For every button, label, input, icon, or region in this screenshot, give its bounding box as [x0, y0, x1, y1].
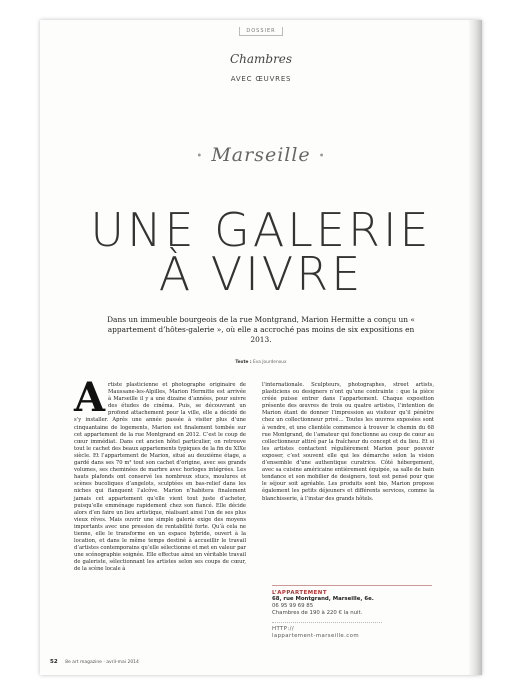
city-heading: [40, 144, 482, 166]
phone-line: 06 95 99 69 85: [272, 603, 314, 610]
url-prefix: HTTP://: [272, 625, 295, 632]
address-line: 68, rue Montgrand, Marseille, 6e.: [272, 596, 374, 602]
magazine-name: 8e art magazine · avril-mai 2014: [65, 660, 139, 665]
rubric-heading: [40, 52, 482, 85]
magazine-page: [40, 20, 482, 675]
page-number: 52: [50, 659, 58, 665]
rubric-script: Chambres: [229, 52, 293, 66]
headline-line-2: À VIVRE: [158, 247, 364, 301]
rubric-caps: AVEC ŒUVRES: [230, 75, 292, 83]
credit-label: Texte :: [235, 360, 252, 365]
page-spine-shadow: [468, 20, 482, 675]
article-column-1: [74, 374, 246, 574]
city-label: Marseille: [211, 144, 311, 166]
article-headline: [40, 203, 482, 301]
address-box-divider: [272, 622, 382, 623]
website-link[interactable]: lappartement-marseille.com: [272, 632, 359, 639]
address-box: [272, 585, 432, 640]
column-1-text: rtiste plasticienne et photographe originaire de Maussane-les-Alpilles, Marion Hermitte est arrivée à Marseille il y a une dizaine d’années, pour suivre des études de cinéma. Puis, se découvrant un profond attachement pour la ville, elle a décidé de s’y installer. Après une année passée à visiter plus d’une cinquantaine de logements, Marion est finalement tombée sur cet appartement de la rue Montgrand en 2012. C’est le coup de cœur immédiat. Dans cet ancien hôtel particulier, on retrouve tout le cachet des beaux appartements typiques de la fin du XIXe siècle. Et l’appartement de Marion, situé au deuxième étage, a gardé dans ses 70 m² tout son cachet d’origine, avec ses grands volumes, ses cheminées de marbre avec horloges intégrées. Les hauts plafonds ont conservé les nombreux stucs, moulures et scènes bucoliques d’angelots, sculptées en bas-relief dans les niches qui flanquent l’alcôve. Marion n’habitera finalement jamais cet appartement qu’elle vient tout juste d’acheter, puisqu’elle emménage rapidement chez son fiancé. Elle décide alors d’en faire un lieu artistique, réalisant ainsi l’un de ses plus vieux rêves. Mais ouvrir une simple galerie exige des moyens importants avec une pression de rentabilité forte. Qu’à cela ne tienne, elle le transforme en un espace hybride, ouvert à la location, et dans le même temps destiné à accueillir le travail d’artistes contemporains qu’elle sélectionne et met en valeur par une scénographie soignée. Elle effectue ainsi un véritable travail de galeriste, sélectionnant les artistes selon ses coups de cœur, de la scène locale à: [74, 382, 246, 573]
price-line: Chambres de 190 à 220 € la nuit.: [272, 610, 363, 617]
ornament-dot-right: •: [318, 150, 326, 162]
article-column-2: [262, 382, 434, 574]
credit-author: Eva Jourdenoux: [253, 360, 287, 365]
drop-cap: A: [74, 374, 106, 421]
ornament-dot-left: •: [196, 150, 204, 162]
article-standfirst: Dans un immeuble bourgeois de la rue Montgrand, Marion Hermitte a conçu un « appartement d’hôtes-galerie », où elle a accroché pas moins de six expositions en 2013.: [107, 315, 415, 345]
article-body: [74, 374, 434, 574]
column-2-text: l’internationale. Sculpteurs, photographes, street artists, plasticiens ou designers n’ont qu’une contrainte : que la pièce créée puisse entrer dans l’appartement. Chaque exposition présente des œuvres de trois ou quatre artistes, l’intention de Marion étant de donner l’impression au visiteur qu’il pénètre chez un collectionneur privé… Toutes les œuvres exposées sont à vendre, et une clientèle commence à trouver le chemin du 68 rue Montgrand, de l’amateur qui fonctionne au coup de cœur au collectionneur attiré par la fraîcheur du concept et du lieu. Et si les artistes contactent régulièrement Marion pour pouvoir exposer, c’est souvent elle qui les démarche selon la vision d’ensemble d’une authentique curatrice. Côté hébergement, avec sa cuisine américaine entièrement équipée, sa salle de bain tendance et son mobilier de designers, tout est pensé pour que le séjour soit agréable. Les produits sont bio, Marion propose également les petits déjeuners et différents services, comme la blanchisserie, à l’instar des grands hôtels.: [262, 382, 434, 502]
address-box-title: L’APPARTEMENT: [272, 590, 327, 596]
headline-line-1: UNE GALERIE: [90, 203, 432, 257]
section-tab-label: DOSSIER: [239, 27, 282, 36]
section-tab: [40, 28, 482, 34]
article-credit: [40, 360, 482, 365]
page-footer: [50, 659, 139, 665]
